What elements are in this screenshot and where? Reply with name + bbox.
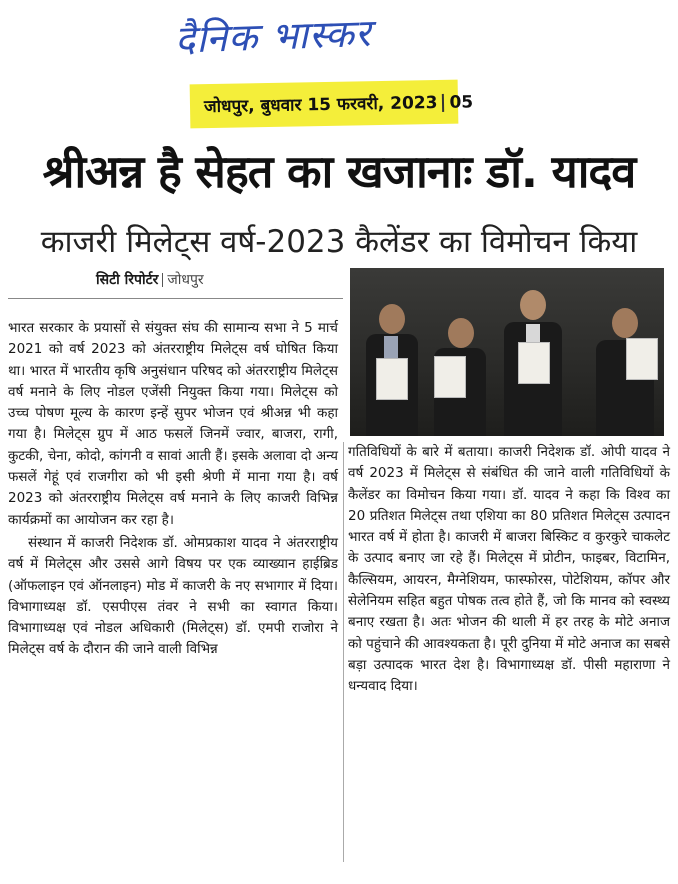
- byline-city: जोधपुर: [167, 272, 204, 288]
- dateline-highlight: [190, 80, 474, 129]
- photo-person: [430, 306, 490, 436]
- byline-separator: [162, 273, 163, 287]
- article-paragraph: भारत सरकार के प्रयासों से संयुक्त संघ की सामान्य सभा ने 5 मार्च 2021 को वर्ष 2023 को अंतरराष्ट्रीय मिलेट्स वर्ष घोषित किया था। भारत में भारतीय कृषि अनुसंधान परिषद को अंतरराष्ट्रीय मिलेट्स वर्ष मनाने के लिए नोडल एजेंसी नियुक्त किया गया। मिलेट्स को उच्च पोषण मूल्य के कारण इन्हें सुपर भोजन एवं श्रीअन्न भी कहा गया है। मिलेट्स ग्रुप में आठ फसलें जिनमें ज्वार, बाजरा, रागी, कुटकी, चेना, कोदो, कांगनी व सावां आती हैं। इसके अलावा दो अन्य फसलें गेहूं एवं राजगीरा को भी इसी श्रेणी में माना गया है। वर्ष 2023 को अंतरराष्ट्रीय मिलेट्स वर्ष मनाने के लिए काजरी विभिन्न कार्यक्रमों का आयोजन कर रहा है।: [8, 320, 338, 528]
- calendar-print: [626, 338, 658, 380]
- page-number: 05: [449, 92, 474, 113]
- photo-person: [592, 298, 658, 436]
- column-divider: [343, 442, 344, 862]
- article-column-right: [348, 442, 670, 698]
- photo-person: [362, 296, 422, 436]
- dateline-separator: [442, 94, 444, 112]
- byline-reporter: सिटी रिपोर्टर: [96, 272, 159, 288]
- masthead-logo: दैनिक भास्कर: [174, 10, 373, 62]
- article-subheadline: काजरी मिलेट्स वर्ष-2023 कैलेंडर का विमोचन किया: [40, 224, 638, 260]
- dateline-place-date: जोधपुर, बुधवार 15 फरवरी, 2023: [203, 93, 438, 118]
- calendar-print: [434, 356, 466, 398]
- dateline: [204, 89, 474, 117]
- article-paragraph: गतिविधियों के बारे में बताया। काजरी निदेशक डॉ. ओपी यादव ने वर्ष 2023 में मिलेट्स से संबंधित की जाने वाली गतिविधियों के कैलेंडर का विमोचन किया गया। डॉ. यादव ने कहा कि विश्व का 20 प्रतिशत मिलेट्स तथा एशिया का 80 प्रतिशत मिलेट्स उत्पादन भारत वर्ष में होता है। काजरी में बाजरा बिस्किट व कुरकुरे चाकलेट के उत्पाद बनाए जा रहे हैं। मिलेट्स में प्रोटीन, फाइबर, विटामिन, कैल्सियम, आयरन, मैग्नेशियम, फास्फोरस, पोटेशियम, कॉपर और सेलेनियम सहित बहुत पोषक तत्व होते हैं, जो कि मानव को स्वस्थ्य बनाए रखता है। अतः भोजन की थाली में हर तरह के मोटे अनाज को पहुंचाने की आवश्यकता है। पूरी दुनिया में मोटे अनाज का सबसे बड़ा उत्पादक भारत देश है। विभागाध्यक्ष डॉ. पीसी महाराणा ने धन्यवाद दिया।: [348, 444, 670, 695]
- photo-person: [500, 286, 566, 436]
- byline: [96, 270, 204, 289]
- article-paragraph: संस्थान में काजरी निदेशक डॉ. ओमप्रकाश यादव ने अंतरराष्ट्रीय वर्ष में मिलेट्स और उससे आगे विषय पर एक व्याख्यान हाईब्रिड (ऑफलाइन एवं ऑनलाइन) मोड में काजरी के नए सभागार में दिया। विभागाध्यक्ष डॉ. एसपीएस तंवर ने सभी का स्वागत किया। विभागाध्यक्ष एवं नोडल अधिकारी (मिलेट्स) डॉ. एमपी राजोरा ने मिलेट्स वर्ष के दौरान की जाने वाली विभिन्न: [8, 534, 338, 658]
- byline-rule: [8, 298, 343, 299]
- article-photo: [350, 268, 664, 436]
- article-column-left: [8, 318, 338, 661]
- calendar-print: [518, 342, 550, 384]
- calendar-print: [376, 358, 408, 400]
- article-headline: श्रीअन्न है सेहत का खजानाः डॉ. यादव: [42, 145, 636, 198]
